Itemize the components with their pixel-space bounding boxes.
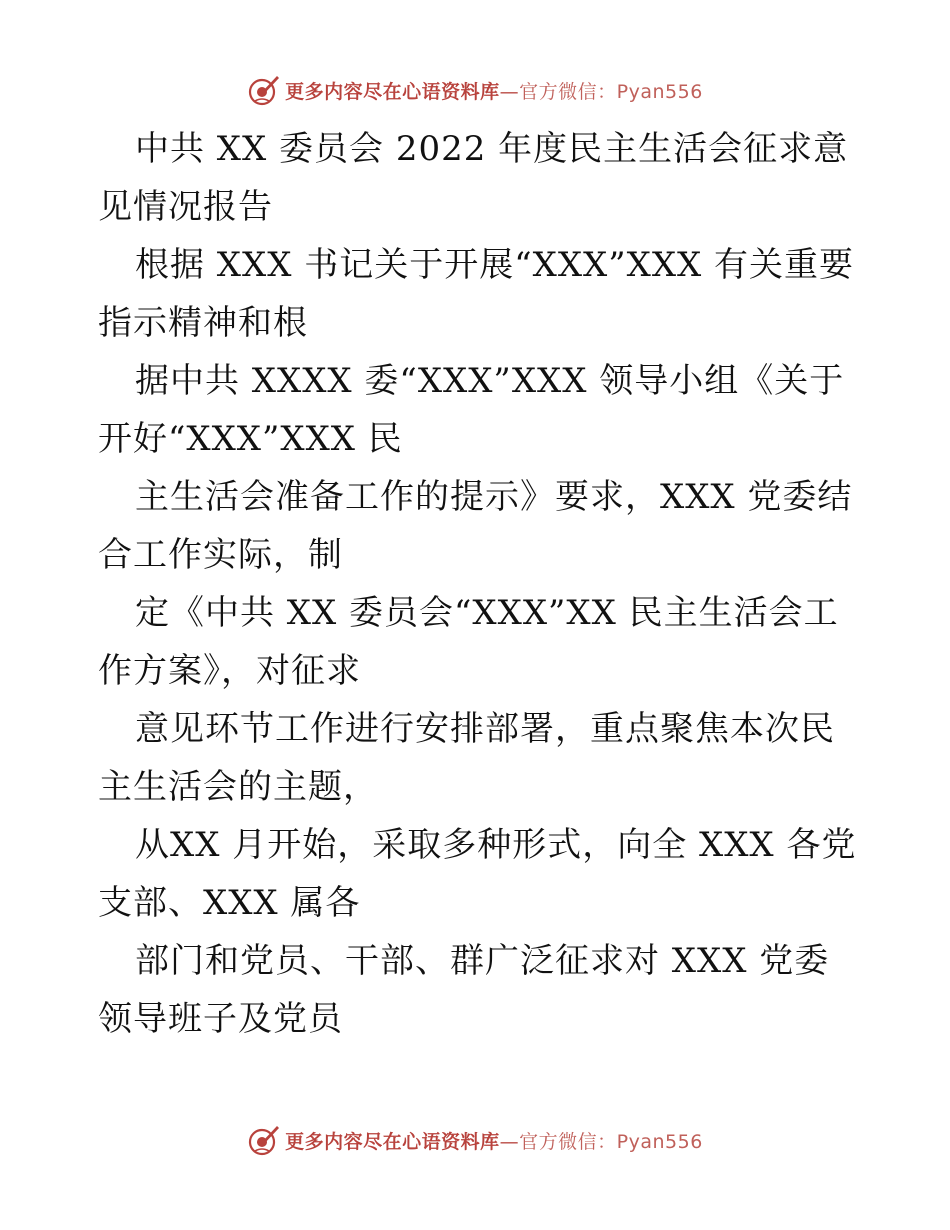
paragraph: 据中共 XXXX 委“XXX”XXX 领导小组《关于开好“XXX”XXX 民 [98,361,845,459]
pen-logo-icon [247,73,281,107]
banner-wechat-text: 官方微信：Pyan556 [519,80,703,103]
document-body [98,120,858,1048]
banner-dash: — [499,80,520,103]
banner-text [285,77,703,104]
paragraph-title: 中共 XX 委员会 2022 年度民主生活会征求意见情况报告 [98,129,849,227]
banner-lead-text: 更多内容尽在心语资料库 [285,1130,500,1153]
pen-logo-icon [247,1123,281,1157]
paragraph: 主生活会准备工作的提示》要求，XXX 党委结合工作实际，制 [98,477,853,575]
banner-wechat-text: 官方微信：Pyan556 [519,1130,703,1153]
banner-dash: — [499,1130,520,1153]
paragraph: 从XX 月开始，采取多种形式，向全 XXX 各党支部、XXX 属各 [98,825,857,923]
paragraph: 部门和党员、干部、群广泛征求对 XXX 党委领导班子及党员 [98,941,830,1039]
header-watermark-banner [0,70,950,110]
banner-lead-text: 更多内容尽在心语资料库 [285,80,500,103]
paragraph: 意见环节工作进行安排部署，重点聚焦本次民主生活会的主题， [98,709,835,807]
paragraph: 根据 XXX 书记关于开展“XXX”XXX 有关重要指示精神和根 [98,245,855,343]
footer-watermark-banner [0,1120,950,1160]
paragraph: 定《中共 XX 委员会“XXX”XX 民主生活会工作方案》，对征求 [98,593,839,691]
banner-text [285,1127,703,1154]
